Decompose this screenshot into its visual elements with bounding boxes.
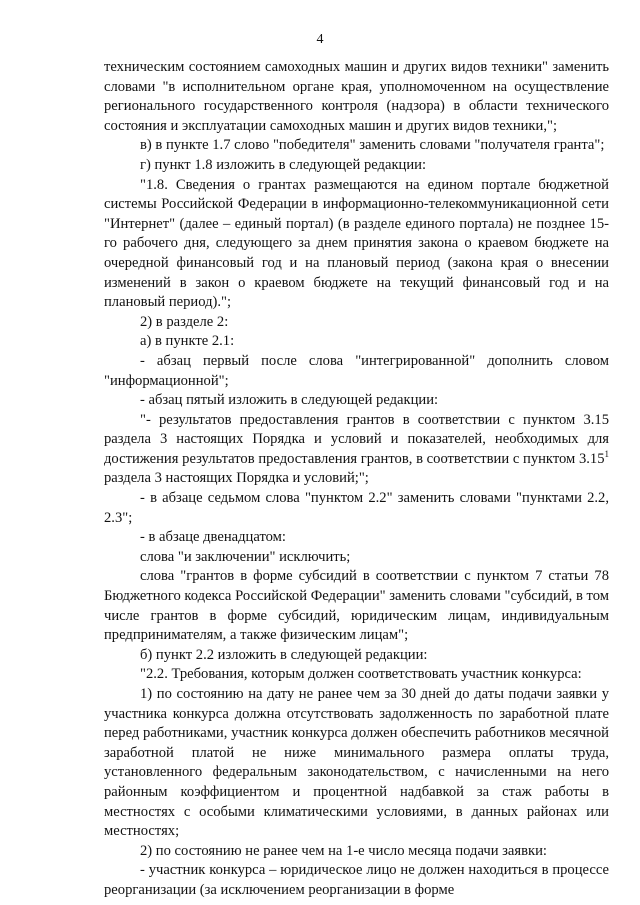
paragraph: "2.2. Требования, которым должен соответствовать участник конкурса: — [140, 666, 582, 683]
paragraph: 1) по состоянию на дату не ранее чем за 30 дней до даты подачи заявки у участника конкурса должна отсутствовать задолженность по заработной плате перед работниками, участник конкурса должен обеспечить работников месячной заработной платой не ниже минимального размера оплаты труда, установленного федеральным законодательством, с начисленными на него районным коэффициентом и процентной надбавкой за стаж работы в местностях с особыми климатическими условиями, в данных районах или местностях; — [104, 686, 609, 840]
paragraph: - участник конкурса – юридическое лицо не должен находиться в процессе реорганизации (за исключением реорганизации в форме — [104, 862, 609, 898]
paragraph-tail: раздела 3 настоящих Порядка и условий;"; — [104, 470, 369, 487]
paragraph: - абзац первый после слова "интегрированной" дополнить словом "информационной"; — [104, 352, 609, 389]
paragraph: а) в пункте 2.1: — [140, 333, 235, 350]
paragraph: слова "грантов в форме субсидий в соответствии с пунктом 7 статьи 78 Бюджетного кодекса Российской Федерации" заменить словами "субсидий, в том числе грантов в форме субсидий, юридическим лицам, индивидуальным предпринимателям, а также физическим лицам"; — [104, 568, 609, 644]
paragraph: - в абзаце двенадцатом: — [140, 529, 286, 546]
paragraph: слова "и заключении" исключить; — [140, 548, 351, 565]
page-number: 4 — [316, 32, 324, 47]
paragraph-text: "- результатов предоставления грантов в соответствии с пунктом 3.15 раздела 3 настоящих Порядка и условий и показателей, необходимых для достижения результатов предоставления грантов, в соответствии с пунктом 3.15 — [104, 411, 609, 467]
paragraph: 2) в разделе 2: — [140, 313, 229, 330]
paragraph: б) пункт 2.2 изложить в следующей редакции: — [140, 646, 428, 663]
paragraph: г) пункт 1.8 изложить в следующей редакции: — [140, 156, 427, 173]
paragraph: техническим состоянием самоходных машин и других видов техники" заменить словами "в исполнительном органе края, уполномоченном на осуществление регионального государственного контроля (надзора) в области технического состояния и эксплуатации самоходных машин и других видов техники,"; — [104, 59, 609, 134]
paragraph: - в абзаце седьмом слова "пунктом 2.2" заменить словами "пунктами 2.2, 2.3"; — [104, 490, 609, 526]
paragraph — [104, 411, 609, 489]
paragraph: 2) по состоянию не ранее чем на 1-е число месяца подачи заявки: — [140, 842, 547, 859]
paragraph: - абзац пятый изложить в следующей редакции: — [140, 392, 439, 409]
superscript: 1 — [604, 449, 609, 460]
paragraph: "1.8. Сведения о грантах размещаются на едином портале бюджетной системы Российской Федерации в информационно-телекоммуникационной сети "Интернет" (далее – единый портал) (в разделе единого портала) не позднее 15-го рабочего дня, следующего за днем принятия закона о краевом бюджете на очередной финансовый год и на плановый период (закона края о внесении изменений в закон о краевом бюджете на текущий финансовый год и на плановый период)."; — [104, 176, 609, 311]
paragraph: в) в пункте 1.7 слово "победителя" заменить словами "получателя гранта"; — [140, 137, 605, 154]
document-body — [104, 58, 609, 901]
